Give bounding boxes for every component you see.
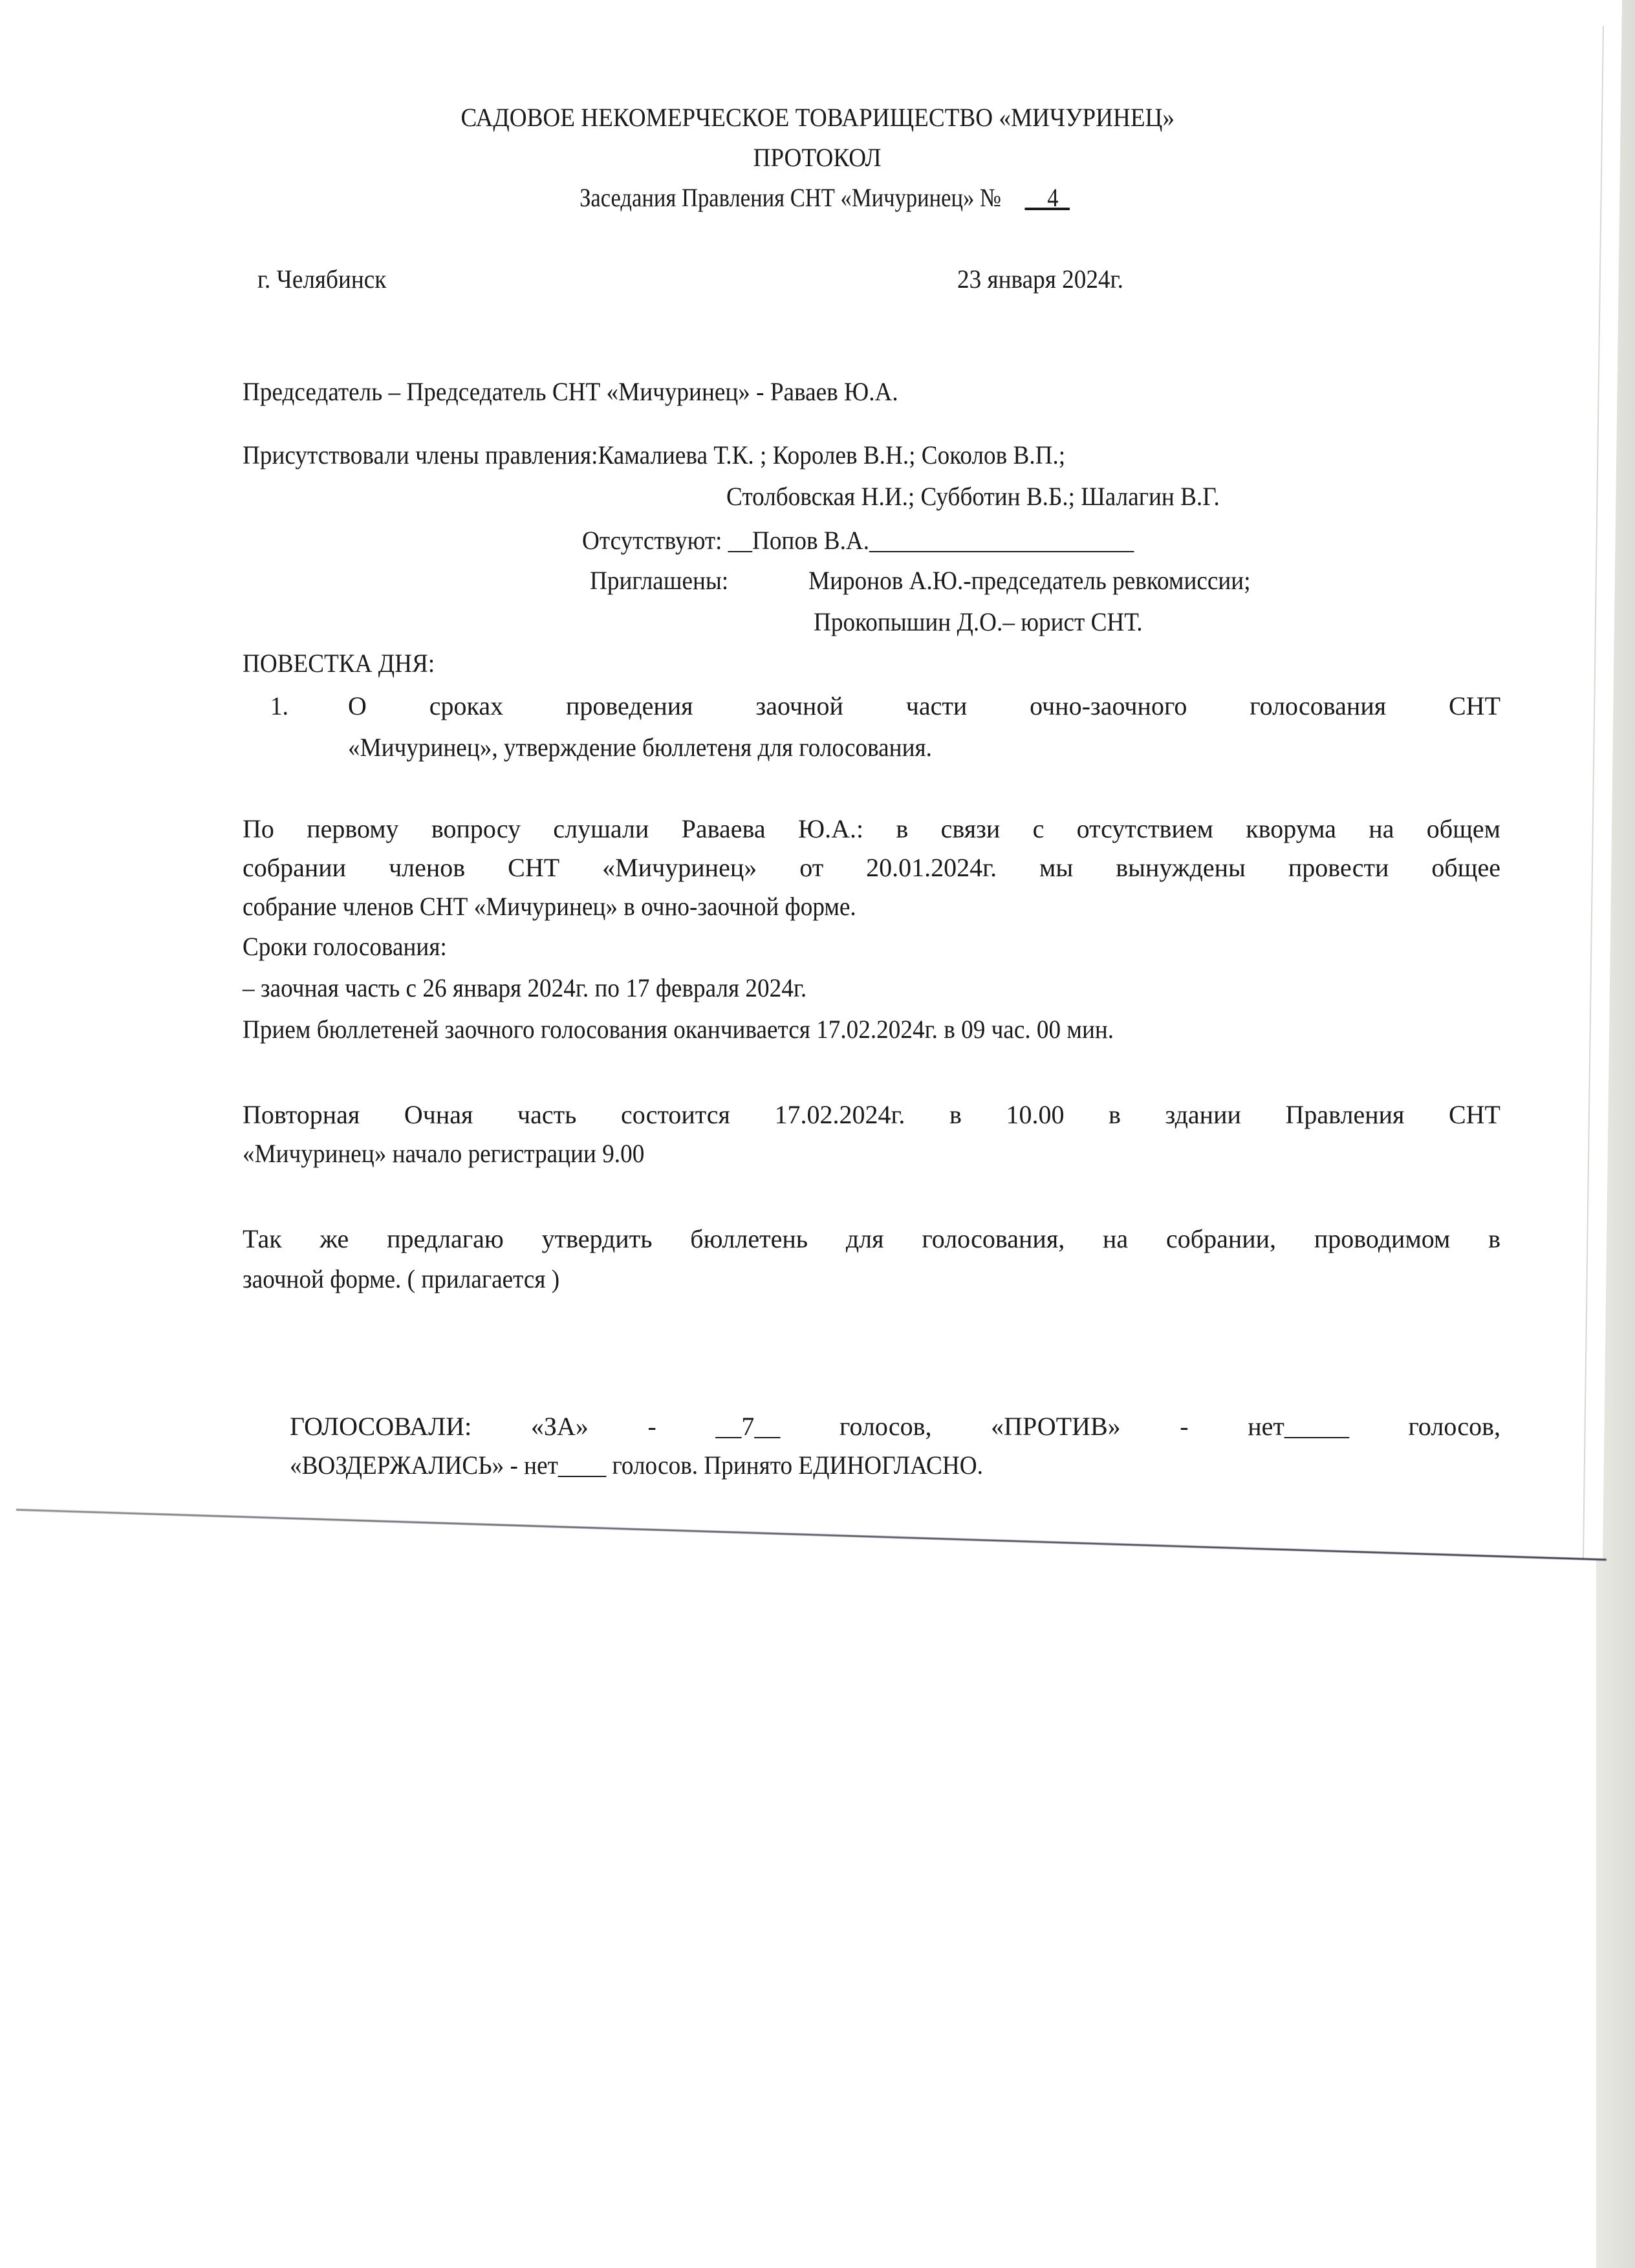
invited-label: Приглашены: [590, 566, 729, 595]
para3-line2: заочной форме. ( прилагается ) [243, 1264, 560, 1293]
para1-line1: По первому вопросу слушали Раваева Ю.А.: в связи с отсутствием кворума на общем [243, 814, 1500, 843]
agenda-heading: ПОВЕСТКА ДНЯ: [243, 649, 435, 678]
absent-label: Отсутствуют: [582, 526, 722, 555]
invited-line1: Миронов А.Ю.-председатель ревкомиссии; [808, 566, 1251, 595]
present-members-line2: Столбовская Н.И.; Субботин В.Б.; Шалагин В.Г. [726, 482, 1220, 511]
ballot-deadline: Прием бюллетеней заочного голосования оканчивается 17.02.2024г. в 09 час. 00 мин. [243, 1015, 1114, 1044]
vote-result-line1: ГОЛОСОВАЛИ: «ЗА» - __7__ голосов, «ПРОТИВ» - нет_____ голосов, [290, 1412, 1500, 1441]
agenda-item-number: 1. [270, 691, 288, 720]
agenda-item-line1: О сроках проведения заочной части очно-заочного голосования СНТ [348, 691, 1500, 720]
para2-line2: «Мичуринец» начало регистрации 9.00 [243, 1139, 645, 1168]
document-type-title: ПРОТОКОЛ [753, 143, 882, 172]
voting-terms-heading: Сроки голосования: [243, 932, 447, 961]
organization-title: САДОВОЕ НЕКОМЕРЧЕСКОЕ ТОВАРИЩЕСТВО «МИЧУРИНЕЦ» [460, 103, 1175, 132]
present-names-1: Камалиева Т.К. ; Королев В.Н.; Соколов В.П.; [598, 440, 1066, 470]
protocol-number: __4_ [1024, 183, 1070, 212]
present-label: Присутствовали члены правления: [243, 440, 598, 470]
vote-result-line2: «ВОЗДЕРЖАЛИСЬ» - нет____ голосов. Принято ЕДИНОГЛАСНО. [290, 1451, 983, 1480]
agenda-item-line2: «Мичуринец», утверждение бюллетеня для голосования. [348, 733, 932, 762]
para2-line1: Повторная Очная часть состоится 17.02.2024г. в 10.00 в здании Правления СНТ [243, 1100, 1500, 1129]
city-label: г. Челябинск [257, 265, 387, 294]
present-members-line1 [243, 440, 1065, 471]
para1-line2: собрании членов СНТ «Мичуринец» от 20.01.2024г. мы вынуждены провести общее [243, 853, 1500, 882]
absent-line [582, 525, 1134, 556]
absent-names: __Попов В.А.______________________ [728, 526, 1134, 555]
meeting-date: 23 января 2024г. [957, 265, 1123, 294]
protocol-subtitle: Заседания Правления СНТ «Мичуринец» № __4_ [579, 183, 1070, 212]
chairman-line: Председатель – Председатель СНТ «Мичуринец» - Раваев Ю.А. [243, 377, 898, 406]
voting-terms-item: – заочная часть с 26 января 2024г. по 17 февраля 2024г. [243, 973, 807, 1002]
invited-line2: Прокопышин Д.О.– юрист СНТ. [814, 607, 1143, 636]
para1-line3: собрание членов СНТ «Мичуринец» в очно-заочной форме. [243, 892, 856, 921]
para3-line1: Так же предлагаю утвердить бюллетень для голосования, на собрании, проводимом в [243, 1224, 1500, 1253]
